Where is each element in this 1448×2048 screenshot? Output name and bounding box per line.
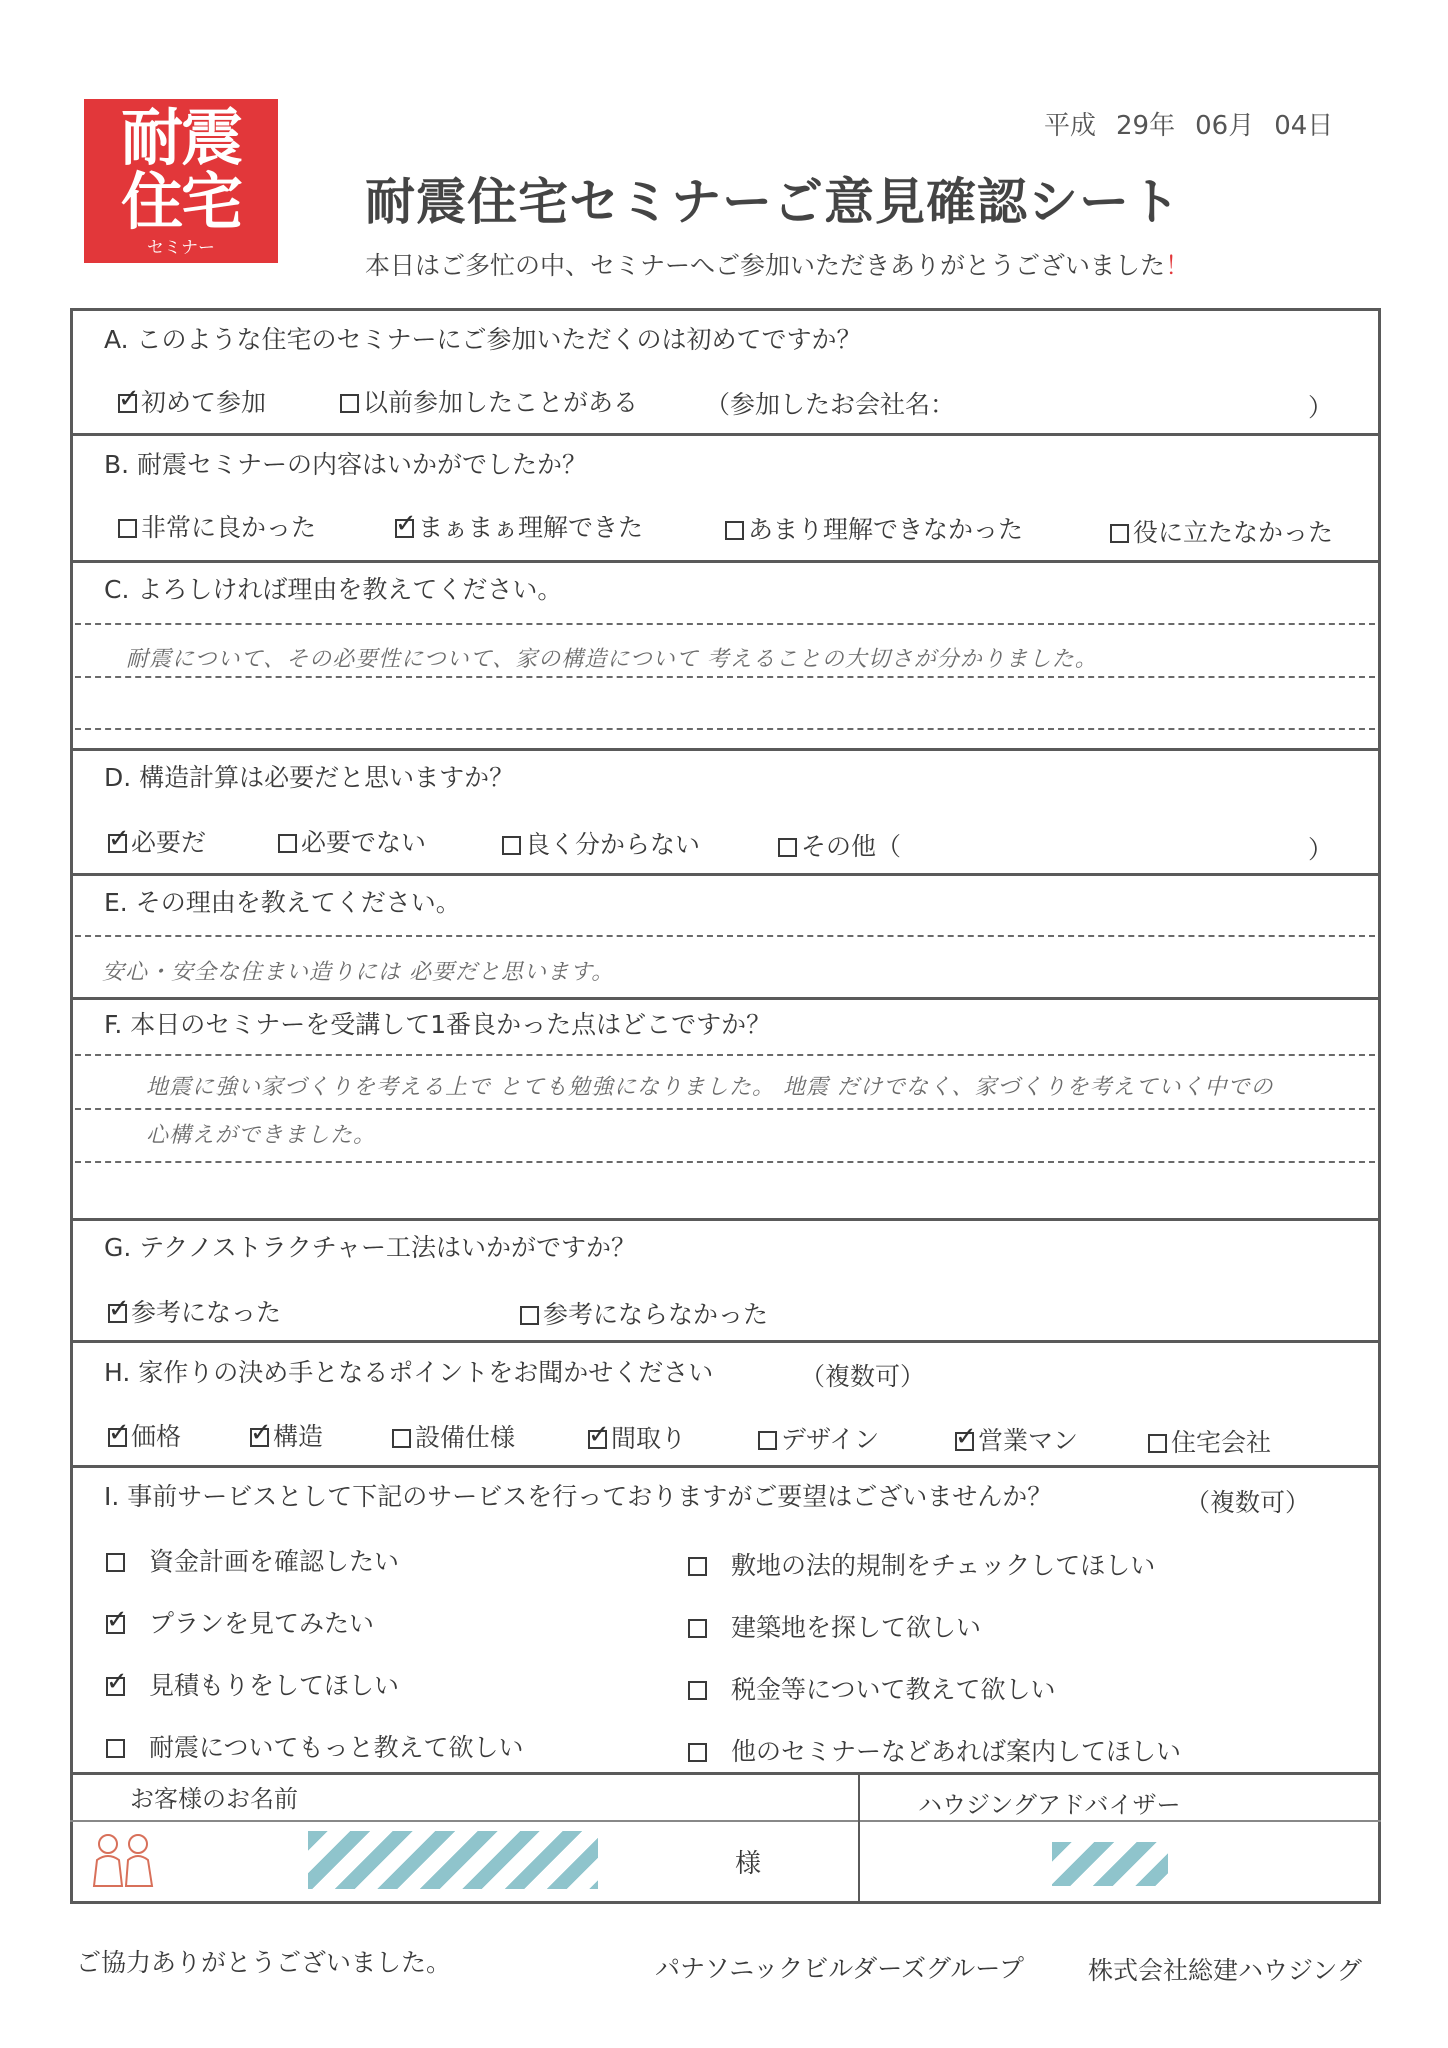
service-tax-info[interactable] <box>688 1670 1056 1706</box>
option-label: 住宅会社 <box>1171 1428 1272 1457</box>
logo-subtitle: セミナー <box>147 238 215 258</box>
divider <box>70 1218 1381 1221</box>
option-label: 初めて参加 <box>141 388 267 417</box>
checkbox[interactable] <box>392 1429 411 1448</box>
option-label: まぁまぁ理解できた <box>418 513 644 542</box>
option-d-unsure[interactable] <box>502 825 700 861</box>
divider <box>70 997 1381 1000</box>
checkbox[interactable] <box>688 1557 707 1576</box>
subtitle-exclamation: ！ <box>1165 251 1191 280</box>
option-label: 価格 <box>131 1422 182 1451</box>
divider <box>70 1340 1381 1343</box>
service-earthquake-info[interactable] <box>106 1728 524 1764</box>
date <box>1044 105 1353 142</box>
check-mark-icon: ✓ <box>108 1418 130 1448</box>
option-a-attended-before[interactable] <box>340 383 638 419</box>
option-h-salesperson[interactable] <box>955 1421 1078 1457</box>
service-label: 建築地を探して欲しい <box>731 1613 982 1642</box>
question-d: D. 構造計算は必要だと思いますか？ <box>104 763 515 792</box>
company-close-paren: ） <box>1308 393 1334 422</box>
option-label: 以前参加したことがある <box>363 388 639 417</box>
logo-line-1: 耐震 <box>120 101 241 174</box>
answer-line <box>75 1108 1375 1110</box>
option-h-housing-company[interactable] <box>1148 1423 1271 1459</box>
option-b-mostly-understood[interactable] <box>395 508 643 544</box>
answer-e-handwritten: 安心・安全な住まい造りには 必要だと思います。 <box>102 960 615 985</box>
checkbox[interactable] <box>688 1681 707 1700</box>
subtitle-text: 本日はご多忙の中、セミナーへご参加いただきありがとうございました <box>365 251 1166 280</box>
divider <box>70 748 1381 751</box>
option-label: デザイン <box>781 1425 880 1454</box>
advisor-label: ハウジングアドバイザー <box>918 1791 1181 1819</box>
option-b-very-good[interactable] <box>118 508 316 544</box>
option-label: あまり理解できなかった <box>748 515 1024 544</box>
option-label: 間取り <box>611 1424 687 1453</box>
option-h-design[interactable] <box>758 1420 879 1456</box>
checkbox[interactable] <box>108 824 130 854</box>
checkbox[interactable] <box>250 1418 272 1448</box>
option-h-structure[interactable] <box>250 1417 323 1453</box>
page-title: 耐震住宅セミナーご意見確認シート <box>365 173 1181 231</box>
option-label: 営業マン <box>978 1426 1079 1455</box>
date-day: 04日 <box>1274 111 1334 141</box>
service-label: 見積もりをしてほしい <box>149 1671 400 1700</box>
question-e: E. その理由を教えてください。 <box>104 888 461 917</box>
service-find-land[interactable] <box>688 1608 981 1644</box>
customer-illustration <box>88 1830 160 1888</box>
option-label: 参考になった <box>131 1298 282 1327</box>
footer-thanks: ご協力ありがとうございました。 <box>76 1948 452 1977</box>
date-era: 平成 <box>1044 111 1097 141</box>
checkbox[interactable] <box>108 1294 130 1324</box>
question-i-note: （複数可） <box>1185 1488 1311 1517</box>
date-year: 29年 <box>1116 111 1176 141</box>
checkbox[interactable] <box>758 1431 777 1450</box>
other-close-paren: ） <box>1308 835 1334 864</box>
check-mark-icon: ✓ <box>588 1420 610 1450</box>
logo-line-2: 住宅 <box>120 165 241 238</box>
option-label: 非常に良かった <box>141 513 317 542</box>
question-i: I. 事前サービスとして下記のサービスを行っておりますがご要望はございませんか？ <box>104 1482 1053 1511</box>
option-h-equipment[interactable] <box>392 1418 515 1454</box>
question-g: G. テクノストラクチャー工法はいかがですか？ <box>104 1233 637 1262</box>
signature-header-divider <box>70 1820 1381 1822</box>
divider <box>70 1772 1381 1775</box>
option-label: 必要でない <box>301 828 427 857</box>
option-d-other[interactable] <box>778 827 901 863</box>
checkbox[interactable] <box>688 1619 707 1638</box>
checkbox[interactable] <box>395 509 417 539</box>
seminar-logo <box>84 99 278 263</box>
option-label: その他（ <box>801 832 902 861</box>
option-b-not-useful[interactable] <box>1110 513 1333 549</box>
service-label: 敷地の法的規制をチェックしてほしい <box>731 1551 1156 1580</box>
check-mark-icon: ✓ <box>106 1667 128 1697</box>
checkbox[interactable] <box>520 1306 539 1325</box>
answer-line <box>75 623 1375 625</box>
question-b: B. 耐震セミナーの内容はいかがでしたか？ <box>104 450 588 479</box>
check-mark-icon: ✓ <box>108 1294 130 1324</box>
option-label: 役に立たなかった <box>1133 518 1334 547</box>
option-label: 必要だ <box>131 828 207 857</box>
checkbox[interactable] <box>340 394 359 413</box>
checkbox[interactable] <box>106 1667 128 1697</box>
customer-name-label: お客様のお名前 <box>130 1785 298 1813</box>
option-g-not-helpful[interactable] <box>520 1295 768 1331</box>
question-h: H. 家作りの決め手となるポイントをお聞かせください <box>104 1358 714 1387</box>
answer-line <box>75 728 1375 730</box>
service-label: 耐震についてもっと教えて欲しい <box>149 1733 524 1762</box>
service-other-seminars[interactable] <box>688 1732 1181 1768</box>
service-label: 他のセミナーなどあれば案内してほしい <box>731 1737 1182 1766</box>
option-label: 設備仕様 <box>415 1423 516 1452</box>
footer-company: 株式会社総建ハウジング <box>1088 1956 1362 1985</box>
question-a: A. このような住宅のセミナーにご参加いただくのは初めてですか？ <box>104 325 862 354</box>
answer-line <box>75 935 1375 937</box>
checkbox[interactable] <box>106 1605 128 1635</box>
service-label: 税金等について教えて欲しい <box>731 1675 1056 1704</box>
divider <box>70 1465 1381 1468</box>
company-name-label: （参加したお会社名： <box>705 390 956 419</box>
answer-c-handwritten: 耐震について、その必要性について、家の構造について 考えることの大切さが分かりました。 <box>126 647 1098 672</box>
divider <box>70 873 1381 876</box>
check-mark-icon: ✓ <box>250 1418 272 1448</box>
divider <box>70 560 1381 563</box>
date-month: 06月 <box>1195 111 1255 141</box>
answer-f-handwritten-line-1: 地震に強い家づくりを考える上で とても勉強になりました。 地震 だけでなく、家づくりを考えていく中での <box>146 1075 1274 1100</box>
checkbox[interactable] <box>955 1422 977 1452</box>
checkbox[interactable] <box>502 836 521 855</box>
checkbox[interactable] <box>118 384 140 414</box>
checkbox[interactable] <box>725 521 744 540</box>
option-b-not-understood[interactable] <box>725 510 1023 546</box>
checkbox[interactable] <box>1110 524 1129 543</box>
footer-group: パナソニックビルダーズグループ <box>655 1954 1025 1983</box>
option-d-necessary[interactable] <box>108 823 206 859</box>
checkbox[interactable] <box>106 1553 125 1572</box>
checkbox[interactable] <box>118 519 137 538</box>
advisor-name-redacted <box>1052 1842 1168 1886</box>
divider <box>70 433 1381 436</box>
question-h-note: （複数可） <box>800 1362 926 1391</box>
answer-line <box>75 1054 1375 1056</box>
checkbox[interactable] <box>778 838 797 857</box>
check-mark-icon: ✓ <box>108 824 130 854</box>
check-mark-icon: ✓ <box>106 1605 128 1635</box>
service-label: 資金計画を確認したい <box>149 1547 400 1576</box>
honorific: 様 <box>735 1849 762 1879</box>
checkbox[interactable] <box>688 1743 707 1762</box>
checkbox[interactable] <box>278 834 297 853</box>
service-land-regulations[interactable] <box>688 1546 1155 1582</box>
check-mark-icon: ✓ <box>395 509 417 539</box>
option-d-not-necessary[interactable] <box>278 823 426 859</box>
check-mark-icon: ✓ <box>118 384 140 414</box>
checkbox[interactable] <box>106 1739 125 1758</box>
question-c: C. よろしければ理由を教えてください。 <box>104 575 563 604</box>
option-label: 構造 <box>273 1422 324 1451</box>
checkbox[interactable] <box>588 1420 610 1450</box>
check-mark-icon: ✓ <box>955 1422 977 1452</box>
option-label: 良く分からない <box>525 830 701 859</box>
answer-line <box>75 1161 1375 1163</box>
service-view-plan[interactable] <box>106 1604 374 1640</box>
signature-column-divider <box>858 1775 860 1901</box>
service-label: プランを見てみたい <box>149 1609 375 1638</box>
page-subtitle <box>365 246 1190 282</box>
option-a-first-time[interactable] <box>118 383 266 419</box>
checkbox[interactable] <box>1148 1434 1167 1453</box>
people-icon <box>88 1830 160 1888</box>
service-estimate[interactable] <box>106 1666 399 1702</box>
answer-line <box>75 676 1375 678</box>
option-h-floor-plan[interactable] <box>588 1419 686 1455</box>
customer-name-redacted <box>308 1831 598 1889</box>
question-f: F. 本日のセミナーを受講して1番良かった点はどこですか？ <box>104 1010 772 1039</box>
service-funding-plan[interactable] <box>106 1542 399 1578</box>
option-h-price[interactable] <box>108 1417 181 1453</box>
answer-f-handwritten-line-2: 心構えができました。 <box>146 1123 377 1148</box>
option-g-helpful[interactable] <box>108 1293 281 1329</box>
option-label: 参考にならなかった <box>543 1300 769 1329</box>
checkbox[interactable] <box>108 1418 130 1448</box>
